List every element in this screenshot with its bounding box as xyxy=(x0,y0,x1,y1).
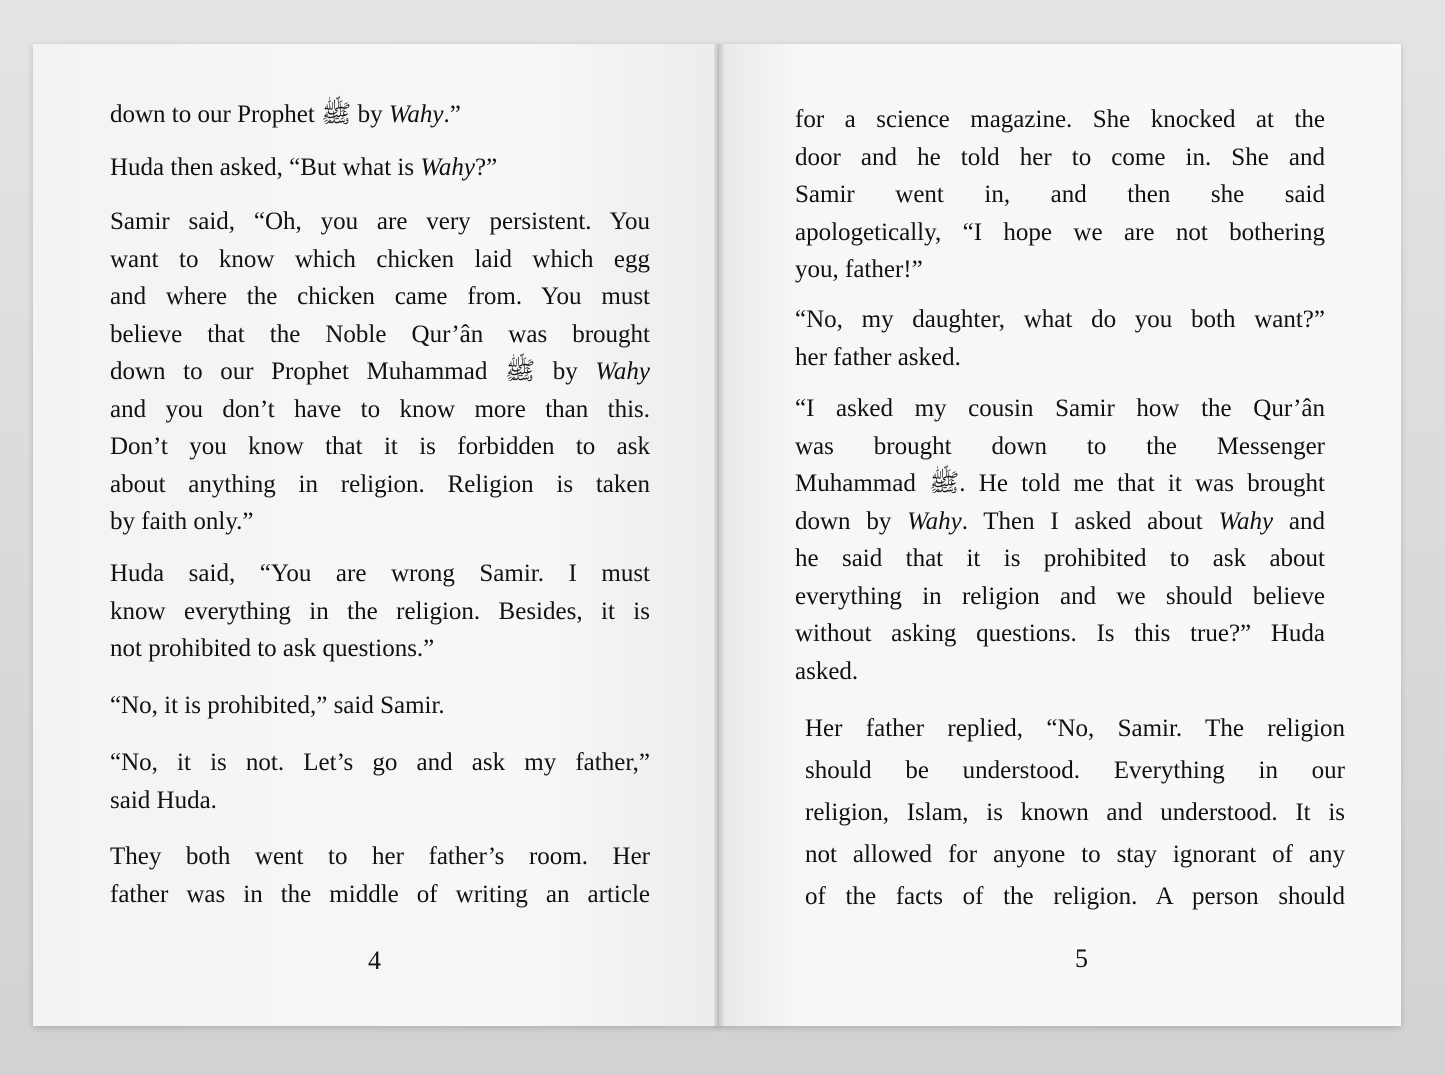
right-paragraph-4 xyxy=(805,708,1345,918)
text-line: he said that it is prohibited to ask about xyxy=(795,545,1325,572)
text-line: “No, my daughter, what do you both want?” xyxy=(795,306,1325,333)
text-line: down to our Prophet ﷺ by Wahy.” xyxy=(110,101,461,128)
left-paragraph-4 xyxy=(110,555,650,668)
right-page-number: 5 xyxy=(1075,944,1088,973)
text-line: was brought down to the Messenger xyxy=(795,432,1325,460)
text-line: and you don’t have to know more than this. xyxy=(110,395,650,423)
text-line: They both went to her father’s room. Her xyxy=(110,843,650,870)
left-page-number: 4 xyxy=(368,946,381,975)
left-paragraph-6 xyxy=(110,744,650,819)
italic-term: Wahy xyxy=(1218,507,1274,535)
text-line: door and he told her to come in. She and xyxy=(795,143,1325,171)
text-line: not prohibited to ask questions.” xyxy=(110,635,435,662)
italic-term: Wahy xyxy=(420,154,475,181)
text-line: Huda said, “You are wrong Samir. I must xyxy=(110,560,650,587)
text-line: father was in the middle of writing an article xyxy=(110,880,650,908)
text-line: not allowed for anyone to stay ignorant of any xyxy=(805,841,1345,868)
text-line: without asking questions. Is this true?” Huda xyxy=(795,620,1325,647)
text-line: know everything in the religion. Besides, it is xyxy=(110,597,650,625)
left-paragraph-3 xyxy=(110,203,650,541)
italic-term: Wahy xyxy=(388,101,444,128)
text-line: about anything in religion. Religion is taken xyxy=(110,470,650,498)
text-line: asked. xyxy=(795,657,859,685)
text-line: down to our Prophet Muhammad ﷺ by Wahy xyxy=(110,358,650,385)
text-line: you, father!” xyxy=(795,256,923,283)
text-line: down by Wahy. Then I asked about Wahy and xyxy=(795,507,1325,535)
text-line: “I asked my cousin Samir how the Qur’ân xyxy=(795,395,1325,422)
right-paragraph-2 xyxy=(795,301,1325,376)
left-paragraph-7 xyxy=(110,838,650,913)
text-line: for a science magazine. She knocked at the xyxy=(795,106,1325,133)
text-line: apologetically, “I hope we are not bothering xyxy=(795,218,1325,246)
text-line: Samir went in, and then she said xyxy=(795,181,1325,208)
right-paragraph-3 xyxy=(795,390,1325,690)
text-line: and where the chicken came from. You must xyxy=(110,283,650,310)
book-gutter xyxy=(714,44,724,1026)
text-line: “No, it is not. Let’s go and ask my father,” xyxy=(110,749,650,776)
right-paragraph-1 xyxy=(795,101,1325,289)
text-line: Samir said, “Oh, you are very persistent. You xyxy=(110,208,650,235)
text-line: Her father replied, “No, Samir. The religion xyxy=(805,715,1345,742)
text-line: “No, it is prohibited,” said Samir. xyxy=(110,692,445,719)
text-line: believe that the Noble Qur’ân was brought xyxy=(110,320,650,348)
text-line: her father asked. xyxy=(795,343,961,371)
text-line: should be understood. Everything in our xyxy=(805,757,1345,784)
text-line: Don’t you know that it is forbidden to ask xyxy=(110,433,650,460)
text-line: of the facts of the religion. A person should xyxy=(805,883,1345,910)
text-line: Muhammad ﷺ. He told me that it was brought xyxy=(795,470,1325,497)
italic-term: Wahy xyxy=(907,507,962,535)
text-line: said Huda. xyxy=(110,786,217,814)
left-paragraph-1 xyxy=(110,96,650,134)
left-paragraph-5 xyxy=(110,687,650,725)
text-line: by faith only.” xyxy=(110,508,254,535)
italic-term: Wahy xyxy=(595,358,650,385)
text-line: everything in religion and we should believe xyxy=(795,582,1325,610)
left-paragraph-2 xyxy=(110,149,650,187)
text-line: Huda then asked, “But what is Wahy?” xyxy=(110,154,498,181)
text-line: religion, Islam, is known and understood. It is xyxy=(805,799,1345,826)
text-line: want to know which chicken laid which egg xyxy=(110,245,650,273)
